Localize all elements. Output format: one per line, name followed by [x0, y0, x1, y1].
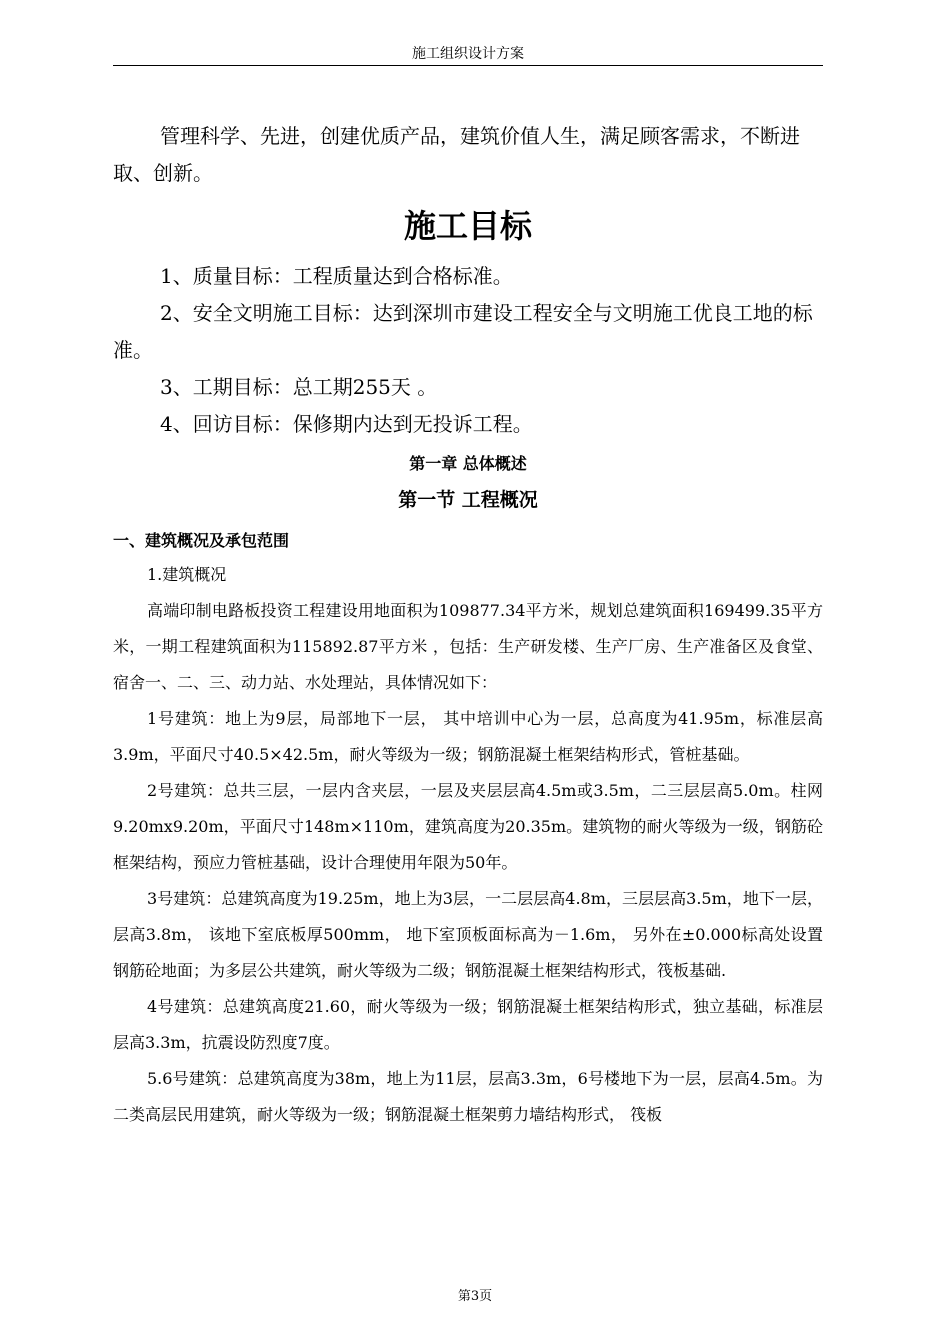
goal-item: 4、回访目标：保修期内达到无投诉工程。: [160, 412, 533, 436]
item-title: 1.建筑概况: [147, 565, 227, 584]
body-paragraph: 高端印制电路板投资工程建设用地面积为109877.34平方米，规划总建筑面积169499.35平方米，一期工程建筑面积为115892.87平方米 ，包括：生产研发楼、生产厂房、生产准备区及食堂、宿舍一、二、三、动力站、水处理站，具体情况如下：: [113, 601, 823, 692]
page-number: 第3页: [457, 1289, 493, 1304]
document-body: [113, 118, 823, 1133]
body-paragraph: 1号建筑：地上为9层，局部地下一层， 其中培训中心为一层，总高度为41.95m，标准层高3.9m，平面尺寸40.5×42.5m，耐火等级为一级；钢筋混凝土框架结构形式，管桩基础。: [113, 709, 823, 764]
body-paragraph: 3号建筑：总建筑高度为19.25m，地上为3层，一二层层高4.8m，三层层高3.5m，地下一层，层高3.8m， 该地下室底板厚500mm， 地下室顶板面标高为－1.6m， 另外在±0.000标高处设置钢筋砼地面；为多层公共建筑，耐火等级为二级；钢筋混凝土框架结构形式，筏板基础.: [113, 889, 823, 980]
goal-item: 2、安全文明施工目标：达到深圳市建设工程安全与文明施工优良工地的标准。: [113, 301, 813, 362]
section-title: 第一节 工程概况: [398, 489, 538, 511]
body-paragraph: 4号建筑：总建筑高度21.60，耐火等级为一级；钢筋混凝土框架结构形式，独立基础，标准层层高3.3m，抗震设防烈度7度。: [113, 997, 823, 1052]
goal-item: 1、质量目标：工程质量达到合格标准。: [160, 264, 513, 288]
chapter-title: 第一章 总体概述: [409, 454, 527, 473]
goals-title: 施工目标: [403, 207, 532, 245]
body-paragraph: 2号建筑：总共三层，一层内含夹层，一层及夹层层高4.5m或3.5m，二三层层高5.0m。柱网9.20mx9.20m，平面尺寸148m×110m，建筑高度为20.35m。建筑物的耐火等级为一级，钢筋砼框架结构，预应力管桩基础，设计合理使用年限为50年。: [113, 781, 823, 872]
page-header: 施工组织设计方案: [113, 44, 823, 66]
goal-item: 3、工期目标：总工期255天 。: [160, 375, 438, 399]
intro-paragraph: 管理科学、先进，创建优质产品，建筑价值人生，满足顾客需求，不断进取、创新。: [113, 124, 800, 185]
body-paragraph: 5.6号建筑：总建筑高度为38m，地上为11层，层高3.3m，6号楼地下为一层，层高4.5m。为二类高层民用建筑，耐火等级为一级；钢筋混凝土框架剪力墙结构形式， 筏板: [113, 1069, 823, 1124]
subsection-title: 一、建筑概况及承包范围: [113, 531, 290, 550]
